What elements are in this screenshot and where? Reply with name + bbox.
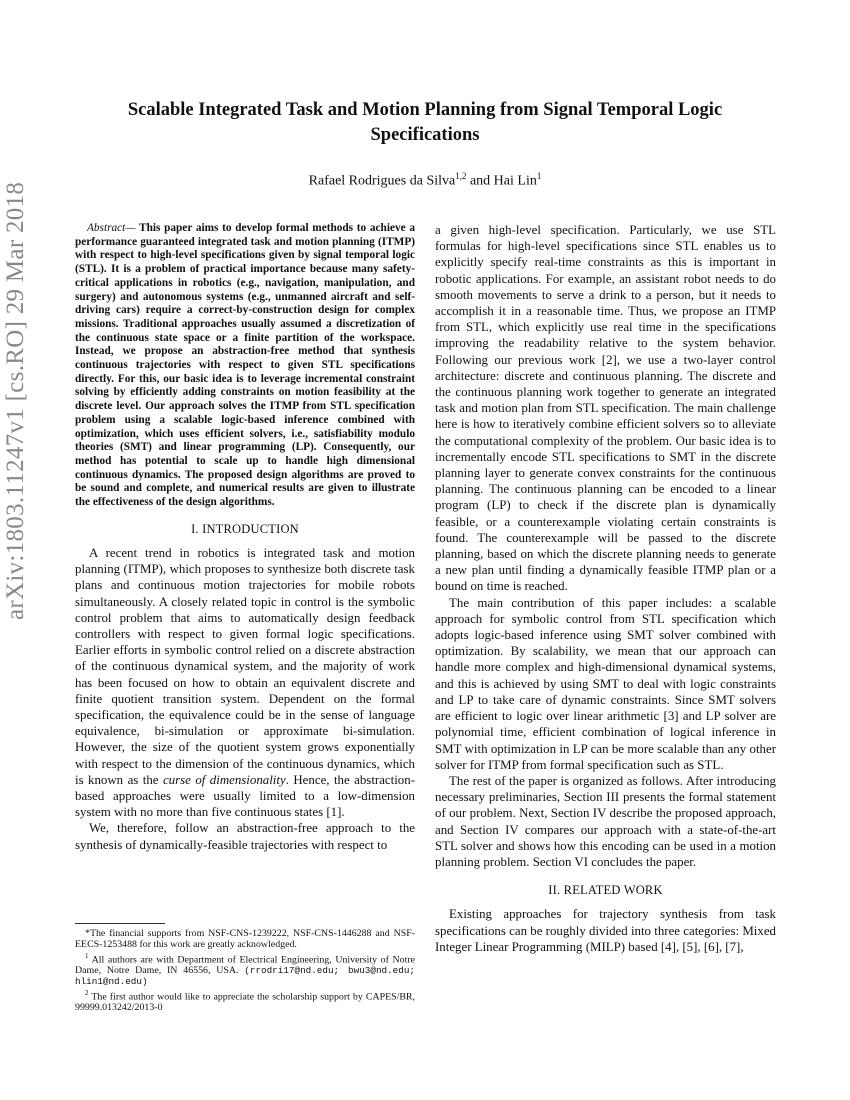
author-1-affiliation: 1,2 bbox=[455, 171, 467, 181]
related-paragraph-1: Existing approaches for trajectory synthesis from task specifications can be roughly divided into three categories: Mixed Integer Linear Programming (MILP) based [4], [5], [6], [7], bbox=[435, 907, 776, 954]
abstract bbox=[75, 222, 415, 510]
intro-p1-text-a: A recent trend in robotics is integrated task and motion planning (ITMP), which proposes to synthesize both discrete task plans and continuous motion trajectories for mobile robots simultaneously. A closely related topic in control is the symbolic control problem that aims to automatically design feedback controllers with respect to given formal logic specifications. Earlier efforts in symbolic control relied on a discrete abstraction of the continuous dynamical system, and the majority of work has been focused on how to obtain an equivalent discrete and finite quotient transition system. Dependent on the formal specification, the equivalence could be in the sense of language equivalence, bi-simulation or approximate bi-simulation. However, the size of the quotient system grows exponentially with respect to the dimension of the continuous dynamics, which is known as the bbox=[75, 545, 415, 787]
intro-p1-text-b: . Hence, the abstraction-based approaches were usually limited to a low-dimension system with no more than five continuous states [1]. bbox=[75, 772, 415, 820]
right-column bbox=[435, 222, 776, 955]
section-heading-introduction: I. INTRODUCTION bbox=[191, 521, 299, 536]
footnotes bbox=[75, 928, 415, 1014]
footnote-funding: *The financial supports from NSF-CNS-1239222, NSF-CNS-1446288 and NSF- EECS-1253488 for this work are greatly acknowledged. bbox=[75, 928, 415, 951]
intro-paragraph-2: We, therefore, follow an abstraction-free approach to the synthesis of dynamically-feasible trajectories with respect to bbox=[75, 821, 415, 852]
footnote-1-mark: 1 bbox=[85, 951, 89, 960]
intro-paragraph-1 bbox=[75, 545, 415, 820]
abstract-text: This paper aims to develop formal methods to achieve a performance guaranteed integrated task and motion planning (ITMP) with respect to high-level specifications given by signal temporal logic (STL). It is a problem of practical importance because many safety-critical applications in robotics (e.g., navigation, manipulation, and surgery) and autonomous systems (e.g., unmanned aircraft and self-driving cars) require a correct-by-construction design for complex missions. Traditional approaches usually assumed a discretization of the continuous state space or a finite partition of the workspace. Instead, we propose an abstraction-free method that synthesis continuous trajectories with respect to given STL specifications directly. For this, our basic idea is to leverage incremental constraint solving by efficiently adding constraints on motion feasibility at the discrete level. Our approach solves the ITMP from STL specification problem using a scalable logic-based inference combined with optimization, which uses efficient solvers, i.e., satisfiability modulo theories (SMT) and linear programming (LP). Consequently, our method has potential to scale up to handle high dimensional continuous dynamics. The proposed design algorithms are proved to be sound and complete, and numerical results are given to illustrate the effectiveness of the design algorithms. bbox=[75, 222, 415, 509]
left-column bbox=[75, 222, 415, 853]
footnote-2-text: The first author would like to appreciate the scholarship support by CAPES/BR, 99999.013242/2013-0 bbox=[75, 991, 415, 1014]
section-heading-related-work: II. RELATED WORK bbox=[548, 883, 663, 898]
right-paragraph-2: The main contribution of this paper includes: a scalable approach for symbolic control from STL specification which adopts logic-based inference using SMT solver combined with optimization. By scalability, we mean that our approach can handle more complex and high-dimensional dynamical systems, and this is achieved by using SMT to deal with logic constraints and LP to take care of dynamic constraints. Since SMT solvers are efficient to logic over linear arithmetic [3] and LP solver are polynomial time, efficient combination of logical inference in SMT with optimization in LP can be more scalable than any other solver for ITMP from formal specification such as STL. bbox=[435, 595, 776, 772]
abstract-dash: — bbox=[125, 222, 140, 234]
footnote-1-emails: (rrodri17@nd.edu; bwu3@nd.edu; hlin1@nd.edu) bbox=[75, 965, 415, 988]
intro-p1-emphasis: curse of dimensionality bbox=[162, 772, 286, 787]
footnote-2 bbox=[75, 988, 415, 1014]
abstract-label: Abstract bbox=[87, 222, 126, 234]
author-line bbox=[0, 171, 850, 190]
footnote-1-text: All authors are with Department of Electrical Engineering, University of Notre Dame, Notre Dame, IN 46556, USA. bbox=[75, 953, 415, 977]
paper-title: Scalable Integrated Task and Motion Planning from Signal Temporal Logic Specifications bbox=[127, 100, 723, 145]
footnote-2-mark: 2 bbox=[85, 988, 89, 997]
right-paragraph-1: a given high-level specification. Particularly, we use STL formulas for high-level specifications since STL enables us to explicitly specify real-time constraints as this is important in robotic applications. For example, an assistant robot needs to do smooth movements to serve a drink to a person, but it needs to accomplish it in a reasonable time. Thus, we propose an ITMP from STL, which explicitly use real time in the specifications improving the readability relative to the system behavior. Following our previous work [2], we use a two-layer control architecture: discrete and continuous planning. The discrete and the continuous planning work together to generate an integrated task and motion plan from STL specification. The main challenge here is how to iteratively combine efficient solvers so to alleviate the computational complexity of the problem. Our basic idea is to incrementally encode STL specifications to SMT in the discrete planning layer to generate convex constraints for the continuous planning. The continuous planning can be encoded to a linear program (LP) to check if the discrete plan is dynamically feasible, or a counterexample violating certain constraints is found. The counterexample will be passed to the discrete planning, based on which the discrete planning needs to generate a new plan until finding a dynamically feasible ITMP plan or a bound on time is reached. bbox=[435, 223, 776, 594]
footnote-1 bbox=[75, 951, 415, 988]
right-paragraph-3: The rest of the paper is organized as follows. After introducing necessary preliminaries, Section III presents the formal statement of our problem. Next, Section IV describe the proposed approach, and Section IV compares our approach with a state-of-the-art STL solver and shows how this encoding can be used in a motion planning problem. Section VI concludes the paper. bbox=[435, 773, 776, 869]
author-1: Rafael Rodrigues da Silva bbox=[308, 173, 456, 189]
footnote-rule bbox=[75, 923, 165, 924]
arxiv-watermark: arXiv:1803.11247v1 [cs.RO] 29 Mar 2018 bbox=[2, 181, 29, 620]
author-2: and Hai Lin bbox=[466, 173, 537, 189]
author-2-affiliation: 1 bbox=[536, 171, 542, 181]
